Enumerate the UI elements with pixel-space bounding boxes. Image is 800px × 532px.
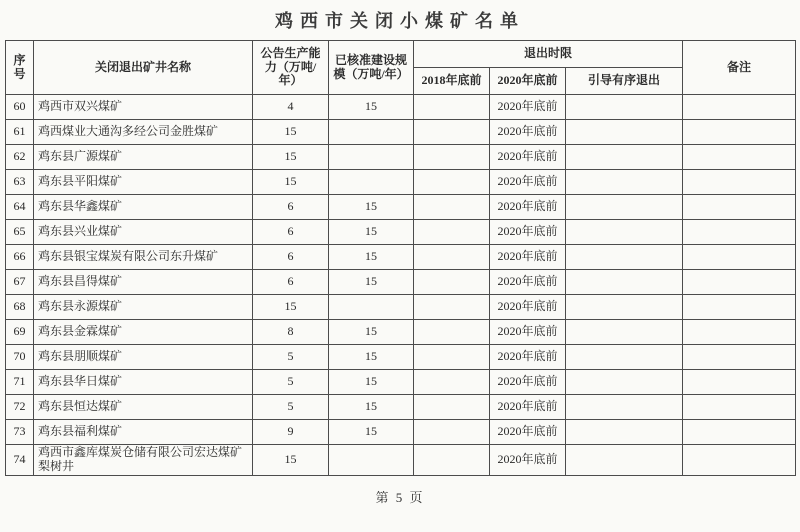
cell-exit2018 xyxy=(414,370,490,395)
header-exit-guided: 引导有序退出 xyxy=(566,68,683,95)
cell-exit2020: 2020年底前 xyxy=(490,145,566,170)
cell-exit2020: 2020年底前 xyxy=(490,420,566,445)
cell-approved: 15 xyxy=(329,245,414,270)
cell-guided xyxy=(566,345,683,370)
cell-capacity: 4 xyxy=(253,95,329,120)
cell-exit2018 xyxy=(414,170,490,195)
cell-remarks xyxy=(683,195,796,220)
page-number: 第 5 页 xyxy=(375,489,425,505)
header-exit-2020: 2020年底前 xyxy=(490,68,566,95)
table-row xyxy=(6,220,796,245)
cell-remarks xyxy=(683,170,796,195)
cell-approved: 15 xyxy=(329,270,414,295)
cell-exit2018 xyxy=(414,395,490,420)
cell-guided xyxy=(566,445,683,476)
cell-seq: 74 xyxy=(6,445,34,476)
cell-guided xyxy=(566,220,683,245)
cell-exit2020: 2020年底前 xyxy=(490,95,566,120)
header-mine-name: 关闭退出矿井名称 xyxy=(34,41,253,95)
header-approved-scale: 已核准建设规模（万吨/年） xyxy=(329,41,414,95)
cell-remarks xyxy=(683,445,796,476)
cell-capacity: 15 xyxy=(253,170,329,195)
cell-seq: 69 xyxy=(6,320,34,345)
cell-approved: 15 xyxy=(329,395,414,420)
cell-seq: 62 xyxy=(6,145,34,170)
cell-name: 鸡东县银宝煤炭有限公司东升煤矿 xyxy=(34,245,253,270)
cell-guided xyxy=(566,295,683,320)
cell-remarks xyxy=(683,320,796,345)
cell-guided xyxy=(566,145,683,170)
cell-remarks xyxy=(683,295,796,320)
cell-guided xyxy=(566,120,683,145)
cell-name: 鸡东县恒达煤矿 xyxy=(34,395,253,420)
cell-seq: 67 xyxy=(6,270,34,295)
cell-guided xyxy=(566,395,683,420)
cell-name: 鸡东县朋顺煤矿 xyxy=(34,345,253,370)
closed-mines-table xyxy=(5,40,796,476)
cell-guided xyxy=(566,420,683,445)
cell-capacity: 8 xyxy=(253,320,329,345)
cell-exit2018 xyxy=(414,145,490,170)
cell-seq: 70 xyxy=(6,345,34,370)
table-row xyxy=(6,445,796,476)
cell-approved: 15 xyxy=(329,320,414,345)
cell-capacity: 5 xyxy=(253,370,329,395)
cell-seq: 60 xyxy=(6,95,34,120)
cell-remarks xyxy=(683,245,796,270)
cell-name: 鸡东县福利煤矿 xyxy=(34,420,253,445)
table-row xyxy=(6,245,796,270)
cell-seq: 71 xyxy=(6,370,34,395)
table-header xyxy=(6,41,796,95)
table-row xyxy=(6,320,796,345)
cell-capacity: 15 xyxy=(253,295,329,320)
cell-exit2018 xyxy=(414,120,490,145)
cell-exit2018 xyxy=(414,320,490,345)
cell-guided xyxy=(566,245,683,270)
cell-seq: 66 xyxy=(6,245,34,270)
cell-exit2020: 2020年底前 xyxy=(490,120,566,145)
cell-remarks xyxy=(683,220,796,245)
cell-capacity: 6 xyxy=(253,195,329,220)
cell-exit2020: 2020年底前 xyxy=(490,220,566,245)
cell-name: 鸡东县华日煤矿 xyxy=(34,370,253,395)
cell-capacity: 15 xyxy=(253,145,329,170)
cell-exit2018 xyxy=(414,95,490,120)
cell-capacity: 6 xyxy=(253,270,329,295)
cell-exit2020: 2020年底前 xyxy=(490,245,566,270)
cell-name: 鸡西煤业大通沟多经公司金胜煤矿 xyxy=(34,120,253,145)
header-exit-2018: 2018年底前 xyxy=(414,68,490,95)
cell-approved xyxy=(329,170,414,195)
table-row xyxy=(6,295,796,320)
cell-guided xyxy=(566,370,683,395)
cell-seq: 64 xyxy=(6,195,34,220)
cell-exit2018 xyxy=(414,220,490,245)
cell-name: 鸡东县华鑫煤矿 xyxy=(34,195,253,220)
table-row xyxy=(6,170,796,195)
cell-approved: 15 xyxy=(329,195,414,220)
cell-approved xyxy=(329,145,414,170)
cell-remarks xyxy=(683,370,796,395)
cell-guided xyxy=(566,95,683,120)
cell-approved: 15 xyxy=(329,370,414,395)
cell-seq: 63 xyxy=(6,170,34,195)
cell-guided xyxy=(566,170,683,195)
cell-guided xyxy=(566,270,683,295)
cell-remarks xyxy=(683,270,796,295)
cell-name: 鸡东县昌得煤矿 xyxy=(34,270,253,295)
cell-exit2020: 2020年底前 xyxy=(490,445,566,476)
table-row xyxy=(6,345,796,370)
cell-approved: 15 xyxy=(329,345,414,370)
cell-approved xyxy=(329,120,414,145)
cell-remarks xyxy=(683,395,796,420)
header-capacity: 公告生产能力（万吨/年） xyxy=(253,41,329,95)
cell-remarks xyxy=(683,120,796,145)
cell-remarks xyxy=(683,420,796,445)
cell-name: 鸡西市鑫库煤炭仓储有限公司宏达煤矿梨树井 xyxy=(34,445,253,476)
cell-name: 鸡西市双兴煤矿 xyxy=(34,95,253,120)
header-remarks: 备注 xyxy=(683,41,796,95)
cell-seq: 73 xyxy=(6,420,34,445)
table-row xyxy=(6,145,796,170)
cell-name: 鸡东县平阳煤矿 xyxy=(34,170,253,195)
cell-seq: 68 xyxy=(6,295,34,320)
cell-approved: 15 xyxy=(329,420,414,445)
table-row xyxy=(6,270,796,295)
cell-capacity: 5 xyxy=(253,345,329,370)
cell-exit2018 xyxy=(414,270,490,295)
table-row xyxy=(6,370,796,395)
cell-exit2020: 2020年底前 xyxy=(490,370,566,395)
page-title: 鸡西市关闭小煤矿名单 xyxy=(275,11,525,31)
cell-name: 鸡东县金霖煤矿 xyxy=(34,320,253,345)
header-exit-deadline-group: 退出时限 xyxy=(414,41,683,68)
cell-capacity: 15 xyxy=(253,445,329,476)
table-row xyxy=(6,195,796,220)
cell-exit2020: 2020年底前 xyxy=(490,320,566,345)
cell-approved: 15 xyxy=(329,95,414,120)
cell-name: 鸡东县兴业煤矿 xyxy=(34,220,253,245)
cell-exit2018 xyxy=(414,245,490,270)
table-row xyxy=(6,95,796,120)
cell-seq: 65 xyxy=(6,220,34,245)
cell-exit2020: 2020年底前 xyxy=(490,295,566,320)
cell-name: 鸡东县广源煤矿 xyxy=(34,145,253,170)
cell-exit2018 xyxy=(414,295,490,320)
table-row xyxy=(6,120,796,145)
cell-capacity: 9 xyxy=(253,420,329,445)
cell-capacity: 5 xyxy=(253,395,329,420)
cell-exit2018 xyxy=(414,195,490,220)
cell-capacity: 6 xyxy=(253,220,329,245)
cell-seq: 72 xyxy=(6,395,34,420)
cell-exit2020: 2020年底前 xyxy=(490,270,566,295)
cell-approved: 15 xyxy=(329,220,414,245)
cell-remarks xyxy=(683,345,796,370)
cell-remarks xyxy=(683,145,796,170)
cell-name: 鸡东县永源煤矿 xyxy=(34,295,253,320)
cell-remarks xyxy=(683,95,796,120)
cell-approved xyxy=(329,295,414,320)
header-seq: 序号 xyxy=(6,41,34,95)
cell-exit2020: 2020年底前 xyxy=(490,345,566,370)
cell-capacity: 15 xyxy=(253,120,329,145)
cell-exit2018 xyxy=(414,420,490,445)
cell-capacity: 6 xyxy=(253,245,329,270)
cell-exit2018 xyxy=(414,445,490,476)
cell-exit2020: 2020年底前 xyxy=(490,395,566,420)
table-row xyxy=(6,420,796,445)
cell-exit2020: 2020年底前 xyxy=(490,195,566,220)
cell-approved xyxy=(329,445,414,476)
cell-seq: 61 xyxy=(6,120,34,145)
cell-exit2018 xyxy=(414,345,490,370)
cell-guided xyxy=(566,195,683,220)
table-body xyxy=(6,95,796,476)
cell-exit2020: 2020年底前 xyxy=(490,170,566,195)
cell-guided xyxy=(566,320,683,345)
table-row xyxy=(6,395,796,420)
